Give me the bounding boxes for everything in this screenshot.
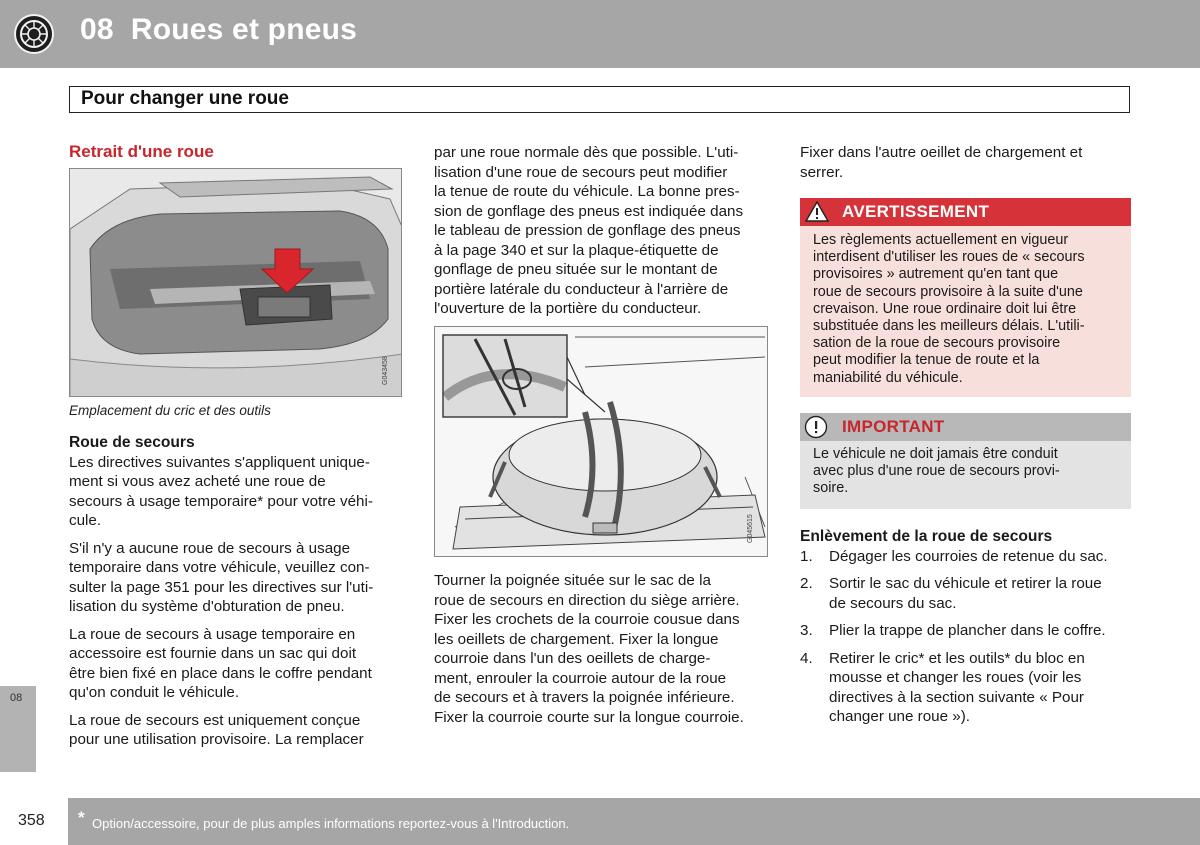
list-item: 2. Sortir le sac du véhicule et retirer la roue de secours du sac.: [800, 575, 1102, 612]
tire-icon: [14, 14, 54, 54]
list-item: 3. Plier la trappe de plancher dans le coffre.: [800, 622, 1106, 639]
column-3-paragraph-1: Fixer dans l'autre oeillet de chargement et serrer.: [800, 144, 1083, 181]
footer-note: Option/accessoire, pour de plus amples informations reportez-vous à l'Introduction.: [92, 816, 570, 831]
removal-steps: [800, 527, 1135, 735]
footer-asterisk: *: [78, 808, 85, 827]
list-item: 4. Retirer le cric* et les outils* du bloc en mousse et changer les roues (voir les directives à la section suivante « Pour changer une roue »).: [800, 649, 1085, 725]
figure-code-1: G043458: [382, 356, 389, 385]
heading-retrait-roue: Retrait d'une roue: [69, 142, 214, 161]
figure-code-2: G045615: [747, 514, 754, 543]
section-title: Pour changer une roue: [81, 88, 289, 109]
paragraph: Les directives suivantes s'appliquent unique- ment si vous avez acheté une roue de secours à usage temporaire* pour votre véhi- cule.: [69, 453, 373, 529]
column-2-paragraph-1: par une roue normale dès que possible. L'uti- lisation d'une roue de secours peut modifier la tenue de route du véhicule. La bonne pres- sion de gonflage des pneus est indiquée dans le tableau de pression de gonflage des pneus à la page 340 et sur la plaque-étiquette de gonflage de pneu située sur le montant de portière latérale du conducteur à l'arrière de l'ouverture de la portière du conducteur.: [434, 144, 744, 317]
warning-title: AVERTISSEMENT: [842, 202, 990, 221]
important-title: IMPORTANT: [842, 417, 945, 436]
important-text: Le véhicule ne doit jamais être conduit avec plus d'une roue de secours provi- soire.: [813, 446, 1060, 497]
paragraph: La roue de secours est uniquement conçue pour une utilisation provisoire. La remplacer: [69, 711, 364, 748]
figure-caption: Emplacement du cric et des outils: [69, 403, 271, 418]
important-exclamation-icon: [804, 415, 828, 439]
list-item: 1. Dégager les courroies de retenue du sac.: [800, 547, 1108, 565]
warning-triangle-icon: [805, 201, 829, 222]
steps-list: [800, 547, 1135, 727]
heading-roue-de-secours: Roue de secours: [69, 434, 195, 451]
column-1-text: [69, 433, 409, 750]
column-2-paragraph-2: Tourner la poignée située sur le sac de la roue de secours en direction du siège arrière. Fixer les crochets de la courroie cousue dans les oeillets de chargement. Fixer la longue courroie dans l'un des oeillets de charge- ment, enrouler la courroie autour de la roue de secours et à travers la poignée inférieure. Fixer la courroie courte sur la longue courroie.: [434, 572, 744, 726]
chapter-title: 08 Roues et pneus: [80, 13, 358, 46]
page-number: 358: [18, 812, 45, 829]
paragraph: S'il n'y a aucune roue de secours à usage temporaire dans votre véhicule, veuillez con- sulter la page 351 pour les directives sur l'uti- lisation du système d'obturation de pneu.: [69, 539, 374, 615]
warning-text: Les règlements actuellement en vigueur interdisent d'utiliser les roues de « secours provisoires » autrement qu'en tant que roue de secours provisoire à la suite d'une crevaison. Une roue ordinaire doit lui être substituée dans les meilleurs délais. L'utili- sation de la roue de secours provisoire peut modifier la tenue de route et la maniabilité du véhicule.: [813, 232, 1085, 386]
heading-enlevement: Enlèvement de la roue de secours: [800, 528, 1053, 545]
paragraph: La roue de secours à usage temporaire en accessoire est fournie dans un sac qui doit être bien fixé en place dans le coffre pendant qu'on conduit le véhicule.: [69, 625, 372, 701]
trunk-jack-location-figure: [69, 168, 402, 397]
chapter-side-tab-label: 08: [10, 692, 23, 704]
spare-wheel-bag-figure: [434, 326, 768, 557]
